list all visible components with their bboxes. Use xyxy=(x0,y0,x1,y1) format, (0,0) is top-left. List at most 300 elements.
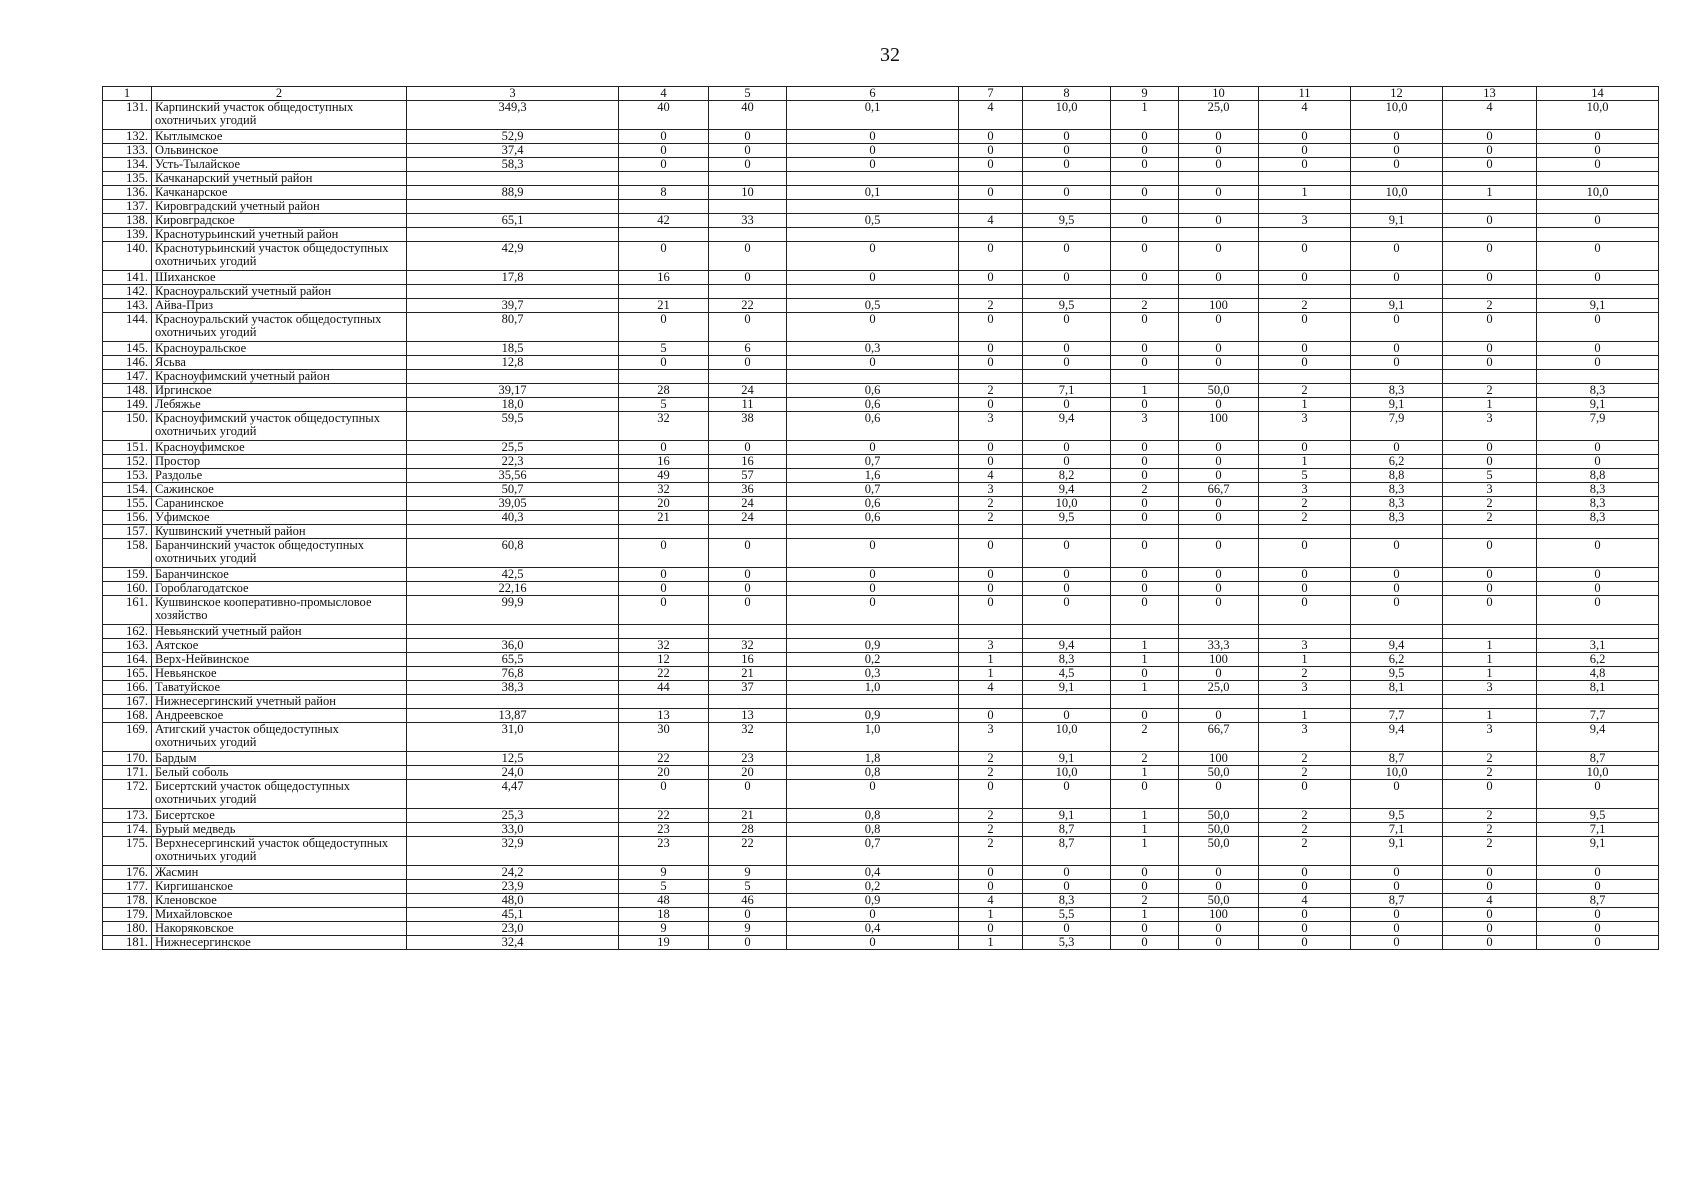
table-cell xyxy=(619,695,709,709)
row-number: 179. xyxy=(103,908,152,922)
table-cell: 2 xyxy=(1443,511,1537,525)
table-cell: 23 xyxy=(709,752,787,766)
table-cell xyxy=(787,525,959,539)
table-cell: 0 xyxy=(1179,271,1259,285)
ground-name: Красноуфимское xyxy=(152,441,407,455)
table-cell: 0 xyxy=(787,908,959,922)
table-cell: 4 xyxy=(959,894,1023,908)
table-cell: 0 xyxy=(1023,186,1111,200)
table-cell xyxy=(787,695,959,709)
row-number: 161. xyxy=(103,596,152,625)
table-cell: 9,1 xyxy=(1351,837,1443,866)
table-cell: 10,0 xyxy=(1351,101,1443,130)
table-cell: 2 xyxy=(959,823,1023,837)
ground-name: Аятское xyxy=(152,639,407,653)
table-cell: 5 xyxy=(619,342,709,356)
row-number: 139. xyxy=(103,228,152,242)
ground-name: Таватуйское xyxy=(152,681,407,695)
table-cell: 32 xyxy=(709,723,787,752)
table-cell: 0 xyxy=(1111,398,1179,412)
row-number: 171. xyxy=(103,766,152,780)
table-cell: 0 xyxy=(709,780,787,809)
table-cell: 0 xyxy=(787,936,959,950)
table-cell: 0,1 xyxy=(787,101,959,130)
row-number: 141. xyxy=(103,271,152,285)
table-cell: 4 xyxy=(1259,101,1351,130)
table-cell: 1 xyxy=(1259,455,1351,469)
table-cell: 1 xyxy=(1111,384,1179,398)
table-cell: 50,0 xyxy=(1179,766,1259,780)
ground-name: Красноуральский учетный район xyxy=(152,285,407,299)
ground-name: Нижнесергинское xyxy=(152,936,407,950)
table-cell: 0 xyxy=(1023,866,1111,880)
table-row xyxy=(103,667,1659,681)
table-cell xyxy=(1443,285,1537,299)
table-cell xyxy=(619,172,709,186)
table-cell: 0 xyxy=(787,596,959,625)
table-cell: 25,5 xyxy=(407,441,619,455)
table-cell: 0 xyxy=(709,271,787,285)
table-cell: 8,3 xyxy=(1023,653,1111,667)
table-cell: 10,0 xyxy=(1537,766,1659,780)
header-row xyxy=(103,87,1659,101)
table-cell xyxy=(619,285,709,299)
table-cell: 23,9 xyxy=(407,880,619,894)
table-cell: 3,1 xyxy=(1537,639,1659,653)
column-header: 9 xyxy=(1111,87,1179,101)
table-cell: 0,4 xyxy=(787,922,959,936)
table-row xyxy=(103,497,1659,511)
table-cell: 9 xyxy=(619,866,709,880)
table-cell: 0 xyxy=(1179,780,1259,809)
table-cell: 0 xyxy=(709,158,787,172)
table-cell: 9,1 xyxy=(1351,299,1443,313)
table-cell: 0 xyxy=(1443,342,1537,356)
table-cell: 50,0 xyxy=(1179,384,1259,398)
table-cell: 0 xyxy=(787,158,959,172)
column-header: 13 xyxy=(1443,87,1537,101)
table-cell: 0 xyxy=(709,568,787,582)
table-cell: 0 xyxy=(709,539,787,568)
table-cell: 9,1 xyxy=(1351,214,1443,228)
table-cell xyxy=(407,370,619,384)
table-cell: 0 xyxy=(959,596,1023,625)
table-cell: 0 xyxy=(1023,780,1111,809)
table-cell: 0 xyxy=(787,313,959,342)
table-cell: 0 xyxy=(959,455,1023,469)
table-cell: 9,1 xyxy=(1537,398,1659,412)
table-cell: 9,1 xyxy=(1023,752,1111,766)
table-cell: 2 xyxy=(1443,299,1537,313)
table-cell: 10,0 xyxy=(1351,186,1443,200)
table-cell: 1 xyxy=(1111,681,1179,695)
table-cell: 0 xyxy=(1179,130,1259,144)
table-cell: 0,6 xyxy=(787,398,959,412)
table-cell: 0 xyxy=(1023,582,1111,596)
table-row xyxy=(103,837,1659,866)
table-cell: 9,5 xyxy=(1023,511,1111,525)
table-row xyxy=(103,299,1659,313)
table-cell xyxy=(1537,172,1659,186)
table-cell: 0 xyxy=(787,271,959,285)
table-row xyxy=(103,639,1659,653)
table-cell: 0 xyxy=(1179,242,1259,271)
table-cell: 0 xyxy=(1179,441,1259,455)
table-cell: 0 xyxy=(1351,342,1443,356)
table-cell: 0,9 xyxy=(787,709,959,723)
table-cell: 5 xyxy=(1259,469,1351,483)
table-cell: 8,3 xyxy=(1351,384,1443,398)
table-cell: 8,3 xyxy=(1351,483,1443,497)
row-number: 153. xyxy=(103,469,152,483)
table-cell: 0 xyxy=(1111,186,1179,200)
table-cell: 0 xyxy=(1537,214,1659,228)
table-row xyxy=(103,596,1659,625)
table-cell: 1 xyxy=(1443,398,1537,412)
table-cell xyxy=(619,625,709,639)
table-cell xyxy=(1351,525,1443,539)
table-row xyxy=(103,525,1659,539)
table-cell: 22,16 xyxy=(407,582,619,596)
row-number: 181. xyxy=(103,936,152,950)
table-cell: 28 xyxy=(619,384,709,398)
table-cell: 0 xyxy=(1537,242,1659,271)
row-number: 133. xyxy=(103,144,152,158)
table-cell: 0 xyxy=(1259,144,1351,158)
table-cell: 0 xyxy=(1023,242,1111,271)
table-row xyxy=(103,823,1659,837)
row-number: 146. xyxy=(103,356,152,370)
table-row xyxy=(103,455,1659,469)
table-row xyxy=(103,723,1659,752)
row-number: 148. xyxy=(103,384,152,398)
table-cell: 0 xyxy=(787,144,959,158)
table-cell: 8,1 xyxy=(1351,681,1443,695)
table-cell: 5 xyxy=(619,880,709,894)
table-cell xyxy=(1259,525,1351,539)
table-cell: 0 xyxy=(709,242,787,271)
table-cell: 0 xyxy=(1537,936,1659,950)
row-number: 167. xyxy=(103,695,152,709)
table-cell xyxy=(787,172,959,186)
table-cell: 10,0 xyxy=(1537,186,1659,200)
row-number: 142. xyxy=(103,285,152,299)
table-cell: 0,2 xyxy=(787,653,959,667)
row-number: 135. xyxy=(103,172,152,186)
table-cell xyxy=(959,228,1023,242)
table-cell: 0 xyxy=(1179,922,1259,936)
table-cell: 2 xyxy=(1259,752,1351,766)
table-cell: 1 xyxy=(1111,766,1179,780)
row-number: 178. xyxy=(103,894,152,908)
table-cell xyxy=(1111,370,1179,384)
table-cell: 0 xyxy=(1351,922,1443,936)
table-cell: 18,5 xyxy=(407,342,619,356)
row-number: 160. xyxy=(103,582,152,596)
table-cell: 1 xyxy=(1111,837,1179,866)
table-cell xyxy=(1537,228,1659,242)
table-cell: 1 xyxy=(1259,709,1351,723)
table-cell: 0 xyxy=(1179,596,1259,625)
table-cell: 0 xyxy=(1111,596,1179,625)
table-cell: 2 xyxy=(1443,384,1537,398)
table-cell: 21 xyxy=(709,667,787,681)
table-cell xyxy=(1023,625,1111,639)
table-cell: 7,9 xyxy=(1537,412,1659,441)
table-cell: 0 xyxy=(1351,880,1443,894)
table-cell: 19 xyxy=(619,936,709,950)
table-cell: 0 xyxy=(1443,568,1537,582)
table-cell: 0,3 xyxy=(787,667,959,681)
table-cell: 0 xyxy=(959,342,1023,356)
table-cell: 0 xyxy=(1023,356,1111,370)
table-cell xyxy=(1179,370,1259,384)
table-cell: 21 xyxy=(619,299,709,313)
table-cell: 0 xyxy=(1111,455,1179,469)
table-cell: 0 xyxy=(1537,356,1659,370)
table-cell: 0 xyxy=(1111,144,1179,158)
row-number: 134. xyxy=(103,158,152,172)
table-cell: 8 xyxy=(619,186,709,200)
table-cell: 30 xyxy=(619,723,709,752)
table-row xyxy=(103,866,1659,880)
table-cell: 0 xyxy=(1443,242,1537,271)
table-cell: 0 xyxy=(1443,780,1537,809)
table-cell: 0 xyxy=(1537,582,1659,596)
ground-name: Баранчинское xyxy=(152,568,407,582)
table-cell: 0,7 xyxy=(787,455,959,469)
table-cell: 0 xyxy=(1537,455,1659,469)
table-cell: 13,87 xyxy=(407,709,619,723)
table-cell xyxy=(787,228,959,242)
ground-name: Усть-Тылайское xyxy=(152,158,407,172)
table-cell: 9,5 xyxy=(1351,809,1443,823)
table-cell: 4 xyxy=(1443,894,1537,908)
table-cell: 33,0 xyxy=(407,823,619,837)
table-cell: 9,5 xyxy=(1023,214,1111,228)
table-cell: 9,1 xyxy=(1351,398,1443,412)
ground-name: Краснотурьинский участок общедоступных охотничьих угодий xyxy=(152,242,407,271)
table-cell: 3 xyxy=(1259,639,1351,653)
table-cell: 0 xyxy=(1111,539,1179,568)
table-cell: 0 xyxy=(709,130,787,144)
table-cell xyxy=(1537,285,1659,299)
table-cell: 5 xyxy=(1443,469,1537,483)
table-cell: 0 xyxy=(959,271,1023,285)
table-cell xyxy=(787,370,959,384)
table-cell: 2 xyxy=(1443,823,1537,837)
table-row xyxy=(103,511,1659,525)
table-cell: 0 xyxy=(1259,922,1351,936)
table-cell: 8,7 xyxy=(1351,752,1443,766)
table-row xyxy=(103,483,1659,497)
table-cell: 2 xyxy=(959,752,1023,766)
table-cell: 0 xyxy=(1023,313,1111,342)
table-cell: 1,8 xyxy=(787,752,959,766)
ground-name: Бурый медведь xyxy=(152,823,407,837)
table-cell xyxy=(1179,695,1259,709)
table-cell: 0 xyxy=(1179,398,1259,412)
ground-name: Ясьва xyxy=(152,356,407,370)
table-cell: 1 xyxy=(1111,653,1179,667)
table-cell xyxy=(959,370,1023,384)
table-cell: 3 xyxy=(1259,681,1351,695)
table-cell: 21 xyxy=(709,809,787,823)
table-cell: 2 xyxy=(959,384,1023,398)
table-cell: 2 xyxy=(1443,752,1537,766)
row-number: 156. xyxy=(103,511,152,525)
table-cell: 52,9 xyxy=(407,130,619,144)
table-cell: 0 xyxy=(1111,866,1179,880)
table-cell xyxy=(787,200,959,214)
table-cell: 42,9 xyxy=(407,242,619,271)
table-cell: 18,0 xyxy=(407,398,619,412)
table-cell: 8,8 xyxy=(1351,469,1443,483)
row-number: 131. xyxy=(103,101,152,130)
ground-name: Качканарский учетный район xyxy=(152,172,407,186)
table-cell: 40 xyxy=(619,101,709,130)
table-cell xyxy=(709,370,787,384)
table-cell: 8,7 xyxy=(1537,894,1659,908)
table-cell xyxy=(959,200,1023,214)
table-cell: 0 xyxy=(1351,582,1443,596)
table-cell: 76,8 xyxy=(407,667,619,681)
table-row xyxy=(103,625,1659,639)
table-cell: 0 xyxy=(1443,936,1537,950)
table-cell: 2 xyxy=(959,511,1023,525)
column-header: 6 xyxy=(787,87,959,101)
table-cell: 0 xyxy=(1259,158,1351,172)
table-cell: 32,4 xyxy=(407,936,619,950)
table-cell: 24 xyxy=(709,511,787,525)
table-row xyxy=(103,172,1659,186)
table-cell: 40 xyxy=(709,101,787,130)
table-cell: 0 xyxy=(1351,596,1443,625)
table-cell: 25,3 xyxy=(407,809,619,823)
table-cell: 0 xyxy=(1259,880,1351,894)
table-cell: 18 xyxy=(619,908,709,922)
ground-name: Сажинское xyxy=(152,483,407,497)
table-cell: 0,5 xyxy=(787,214,959,228)
table-cell: 8,1 xyxy=(1537,681,1659,695)
table-cell: 8,8 xyxy=(1537,469,1659,483)
table-cell: 0 xyxy=(1259,539,1351,568)
table-row xyxy=(103,880,1659,894)
table-cell: 9 xyxy=(709,922,787,936)
row-number: 172. xyxy=(103,780,152,809)
table-cell xyxy=(407,200,619,214)
table-cell: 17,8 xyxy=(407,271,619,285)
row-number: 162. xyxy=(103,625,152,639)
table-cell xyxy=(709,172,787,186)
table-cell: 3 xyxy=(1443,483,1537,497)
table-cell: 0 xyxy=(709,356,787,370)
column-header: 8 xyxy=(1023,87,1111,101)
table-cell: 0 xyxy=(787,356,959,370)
table-cell xyxy=(407,228,619,242)
table-cell xyxy=(959,172,1023,186)
table-cell: 0 xyxy=(1179,497,1259,511)
table-cell: 0 xyxy=(1023,144,1111,158)
row-number: 180. xyxy=(103,922,152,936)
row-number: 138. xyxy=(103,214,152,228)
table-cell: 0 xyxy=(1179,455,1259,469)
table-cell: 11 xyxy=(709,398,787,412)
table-cell: 65,5 xyxy=(407,653,619,667)
table-cell xyxy=(1111,695,1179,709)
table-cell: 8,7 xyxy=(1351,894,1443,908)
table-cell: 0 xyxy=(1537,130,1659,144)
table-cell: 32,9 xyxy=(407,837,619,866)
table-cell: 0 xyxy=(1351,936,1443,950)
table-cell: 7,1 xyxy=(1023,384,1111,398)
table-cell: 0 xyxy=(1111,582,1179,596)
table-cell xyxy=(1259,695,1351,709)
table-cell: 1,0 xyxy=(787,723,959,752)
table-cell xyxy=(1023,525,1111,539)
row-number: 176. xyxy=(103,866,152,880)
table-cell xyxy=(1111,625,1179,639)
table-cell: 0,5 xyxy=(787,299,959,313)
table-cell: 7,7 xyxy=(1537,709,1659,723)
table-cell: 2 xyxy=(1111,299,1179,313)
table-cell: 0 xyxy=(619,242,709,271)
table-row xyxy=(103,214,1659,228)
table-cell: 10 xyxy=(709,186,787,200)
table-cell: 0 xyxy=(619,158,709,172)
column-header: 3 xyxy=(407,87,619,101)
table-cell: 3 xyxy=(959,639,1023,653)
table-row xyxy=(103,469,1659,483)
table-cell: 16 xyxy=(709,653,787,667)
table-cell: 0 xyxy=(1351,144,1443,158)
table-cell xyxy=(619,200,709,214)
table-cell: 50,0 xyxy=(1179,823,1259,837)
table-cell: 0 xyxy=(1179,667,1259,681)
table-cell: 7,1 xyxy=(1537,823,1659,837)
table-cell: 0 xyxy=(1259,356,1351,370)
table-cell: 0 xyxy=(1443,596,1537,625)
table-cell: 35,56 xyxy=(407,469,619,483)
table-cell: 0 xyxy=(959,880,1023,894)
table-cell: 8,3 xyxy=(1537,483,1659,497)
row-number: 166. xyxy=(103,681,152,695)
table-cell: 2 xyxy=(959,299,1023,313)
table-cell: 0 xyxy=(1023,130,1111,144)
row-number: 144. xyxy=(103,313,152,342)
table-cell: 50,0 xyxy=(1179,837,1259,866)
table-cell xyxy=(1537,525,1659,539)
table-cell: 66,7 xyxy=(1179,483,1259,497)
table-cell: 0 xyxy=(1351,158,1443,172)
table-cell: 0 xyxy=(1537,780,1659,809)
table-row xyxy=(103,144,1659,158)
table-cell: 50,0 xyxy=(1179,894,1259,908)
table-cell: 0 xyxy=(1179,356,1259,370)
table-cell: 37 xyxy=(709,681,787,695)
table-cell: 22,3 xyxy=(407,455,619,469)
table-cell: 1 xyxy=(1111,639,1179,653)
table-cell: 39,7 xyxy=(407,299,619,313)
row-number: 145. xyxy=(103,342,152,356)
table-cell: 2 xyxy=(959,497,1023,511)
table-cell: 0 xyxy=(959,144,1023,158)
table-cell: 1 xyxy=(1259,653,1351,667)
row-number: 137. xyxy=(103,200,152,214)
table-cell: 39,05 xyxy=(407,497,619,511)
row-number: 157. xyxy=(103,525,152,539)
table-cell: 2 xyxy=(1259,384,1351,398)
